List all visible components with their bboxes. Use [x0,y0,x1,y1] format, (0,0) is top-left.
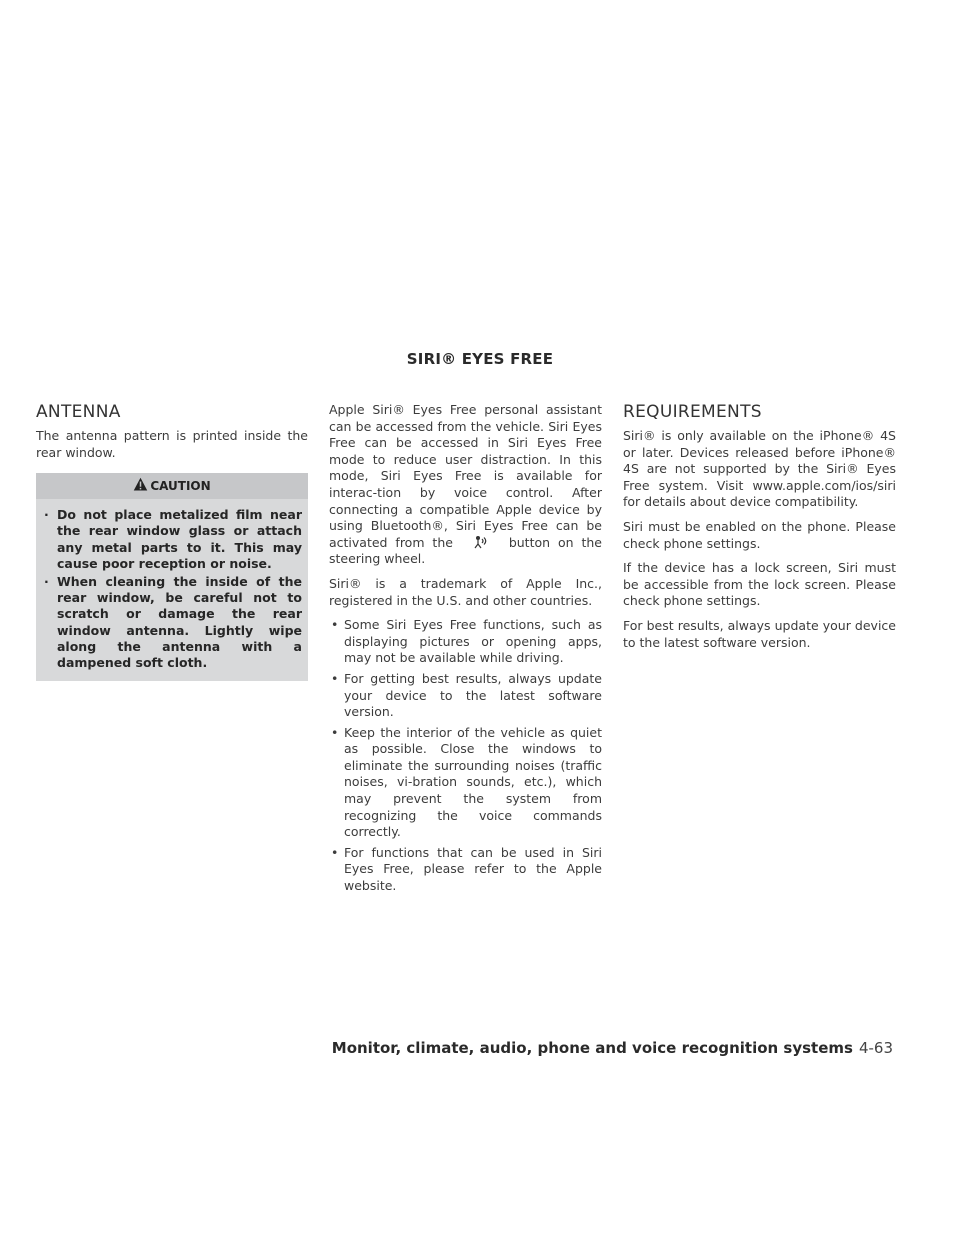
siri-bullet-list [329,617,602,895]
caution-item: · Do not place metalized film near the rear window glass or attach any metal parts to it. This may cause poor reception or noise. [42,507,302,572]
list-item: • Some Siri Eyes Free functions, such as displaying pictures or opening apps, may not be available while driving. [329,617,602,667]
list-item: • For getting best results, always update your device to the latest software version. [329,671,602,721]
requirements-heading: REQUIREMENTS [623,402,762,422]
requirements-paragraph: Siri must be enabled on the phone. Please check phone settings. [623,518,896,551]
requirements-paragraph: For best results, always update your device to the latest software version. [623,617,896,650]
right-column [623,402,896,659]
antenna-heading: ANTENNA [36,402,121,422]
section-title: SIRI® EYES FREE [406,350,554,368]
page-footer [332,1039,893,1057]
list-item: • For functions that can be used in Siri Eyes Free, please refer to the Apple website. [329,845,602,895]
voice-talk-icon [461,535,501,549]
siri-intro-text: Apple Siri® Eyes Free personal assistant can be accessed from the vehicle. Siri Eyes Free can be accessed in Siri Eyes Free mode to reduce user distraction. In this mode, Siri Eyes Free is available for interac-tion by voice control. After connecting a compatible Apple device by using Bluetooth®, Siri Eyes Free can be activated from the [329,402,602,550]
list-item: • Keep the interior of the vehicle as quiet as possible. Close the windows to eliminate the surrounding noises (traffic noises, vi-bration sounds, etc.), which may prevent the system from recognizing the voice commands correctly. [329,725,602,841]
caution-item: · When cleaning the inside of the rear window, be careful not to scratch or damage the rear window antenna. Lightly wipe along the antenna with a dampened soft cloth. [42,574,302,671]
warning-triangle-icon [133,477,148,492]
caution-box [36,473,308,681]
requirements-paragraph: Siri® is only available on the iPhone® 4S or later. Devices released before iPhone® 4S are not supported by the Siri® Eyes Free system. Visit www.apple.com/ios/siri for details about device compatibility. [623,428,896,510]
requirements-paragraph: If the device has a lock screen, Siri must be accessible from the lock screen. Please check phone settings. [623,560,896,609]
caution-label: CAUTION [150,478,211,493]
caution-header [36,473,308,499]
page-number: 4-63 [858,1039,893,1057]
chapter-title: Monitor, climate, audio, phone and voice recognition systems [331,1039,853,1057]
siri-intro [329,402,602,568]
left-column [36,402,308,681]
caution-list [36,507,308,671]
siri-trademark: Siri® is a trademark of Apple Inc., registered in the U.S. and other countries. [329,575,602,608]
siri-intro-text-end: button on the steering wheel. [329,534,602,567]
antenna-intro: The antenna pattern is printed inside the rear window. [36,428,308,460]
middle-column [329,402,602,899]
